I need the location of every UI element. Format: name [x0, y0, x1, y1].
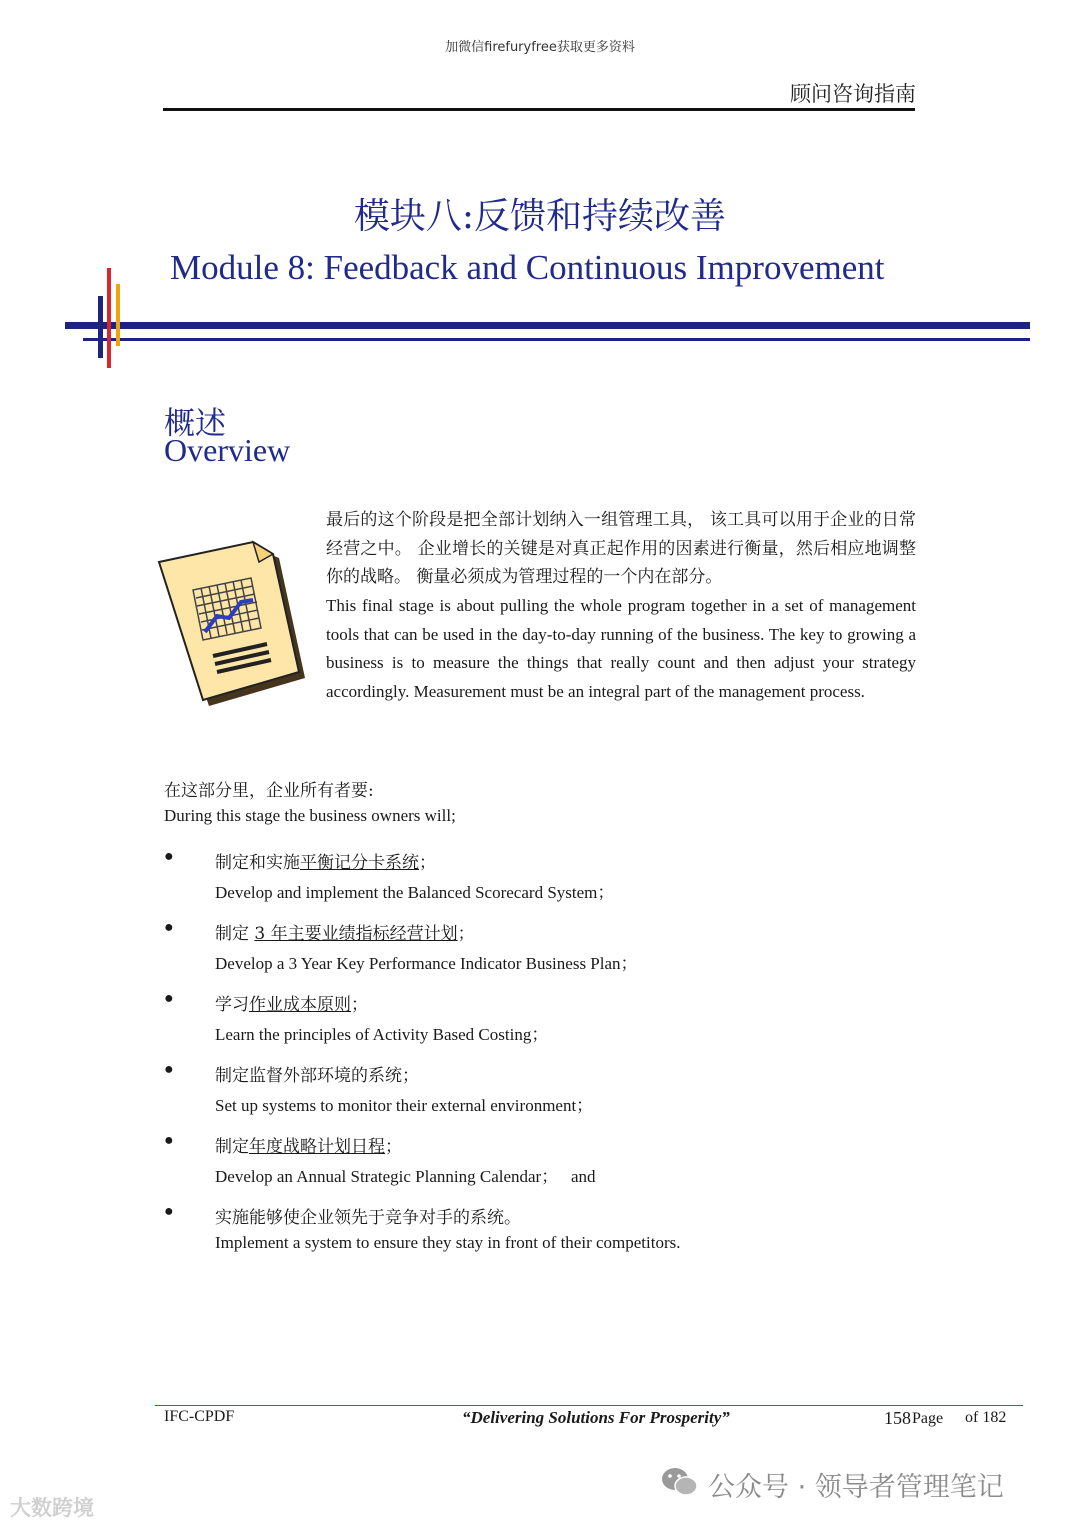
intro-text-cn: 在这部分里，企业所有者要:: [164, 781, 374, 801]
header-rule: [163, 108, 915, 111]
footer-page-label: Page: [912, 1410, 944, 1427]
bullet-text-cn: 制定和实施平衡记分卡系统；: [215, 853, 436, 873]
horizontal-bar-thin: [83, 338, 1030, 341]
overview-paragraph-cn: 最后的这个阶段是把全部计划纳入一组管理工具， 该工具可以用于企业的日常经营之中。 企业增长的关键是对真正起作用的因素进行衡量，然后相应地调整你的战略。 衡量必须成为管理过程的一个内在部分。: [326, 510, 916, 587]
intro-text-en: During this stage the business owners will;: [164, 806, 456, 825]
bullet-text-en: Develop and implement the Balanced Scorecard System；: [215, 883, 615, 902]
bullet-icon: ●: [164, 1203, 174, 1220]
vertical-bar-navy: [98, 296, 103, 358]
bullet-text-en: Set up systems to monitor their external environment；: [215, 1096, 594, 1115]
vertical-bar-gold: [116, 284, 120, 346]
horizontal-bar-thick: [65, 322, 1030, 329]
bullet-text-en: Develop an Annual Strategic Planning Calendar； and: [215, 1167, 596, 1186]
bullet-text-cn: 实施能够使企业领先于竞争对手的系统。: [215, 1208, 521, 1228]
top-watermark: 加微信firefuryfree获取更多资料: [445, 40, 635, 55]
bullet-text-en: Implement a system to ensure they stay in front of their competitors.: [215, 1233, 681, 1252]
bullet-text-cn: 制定监督外部环境的系统；: [215, 1066, 419, 1086]
bullet-text-cn: 制定 3 年主要业绩指标经营计划；: [215, 924, 475, 944]
bullet-icon: ●: [164, 848, 174, 865]
bullet-icon: ●: [164, 1061, 174, 1078]
bullet-text-en: Learn the principles of Activity Based Costing；: [215, 1025, 549, 1044]
bottom-left-watermark: 大数跨境: [10, 1496, 94, 1520]
wechat-icon: [660, 1466, 700, 1498]
bullet-icon: ●: [164, 919, 174, 936]
bottom-right-watermark: 公众号 · 领导者管理笔记: [708, 1472, 1004, 1503]
vertical-bar-red: [107, 268, 111, 368]
footer-slogan: “Delivering Solutions For Prosperity”: [462, 1408, 730, 1427]
bullet-text-cn: 学习作业成本原则；: [215, 995, 368, 1015]
overview-paragraph-en: This final stage is about pulling the whole program together in a set of management tools that can be used in the day-to-day running of the business. The key to growing a business is to measure the things that really count and then adjust your strategy accordingly. Measurement must be an integral part of the management process.: [326, 596, 916, 701]
bullet-text-en: Develop a 3 Year Key Performance Indicator Business Plan；: [215, 954, 638, 973]
module-title-en: Module 8: Feedback and Continuous Improvement: [170, 248, 885, 287]
footer-page-number: 158: [884, 1408, 911, 1428]
module-title-cn: 模块八:反馈和持续改善: [353, 196, 727, 237]
bullet-text-cn: 制定年度战略计划日程；: [215, 1137, 402, 1157]
overview-heading-en: Overview: [164, 432, 291, 468]
header-title: 顾问咨询指南: [790, 82, 916, 106]
footer-page-total: of 182: [965, 1409, 1007, 1426]
footer-org: IFC-CPDF: [164, 1408, 235, 1425]
overview-heading-cn: 概述: [164, 406, 226, 442]
bullet-icon: ●: [164, 990, 174, 1007]
document-chart-icon: [155, 540, 315, 712]
footer-rule: [155, 1405, 1023, 1406]
bullet-icon: ●: [164, 1132, 174, 1149]
